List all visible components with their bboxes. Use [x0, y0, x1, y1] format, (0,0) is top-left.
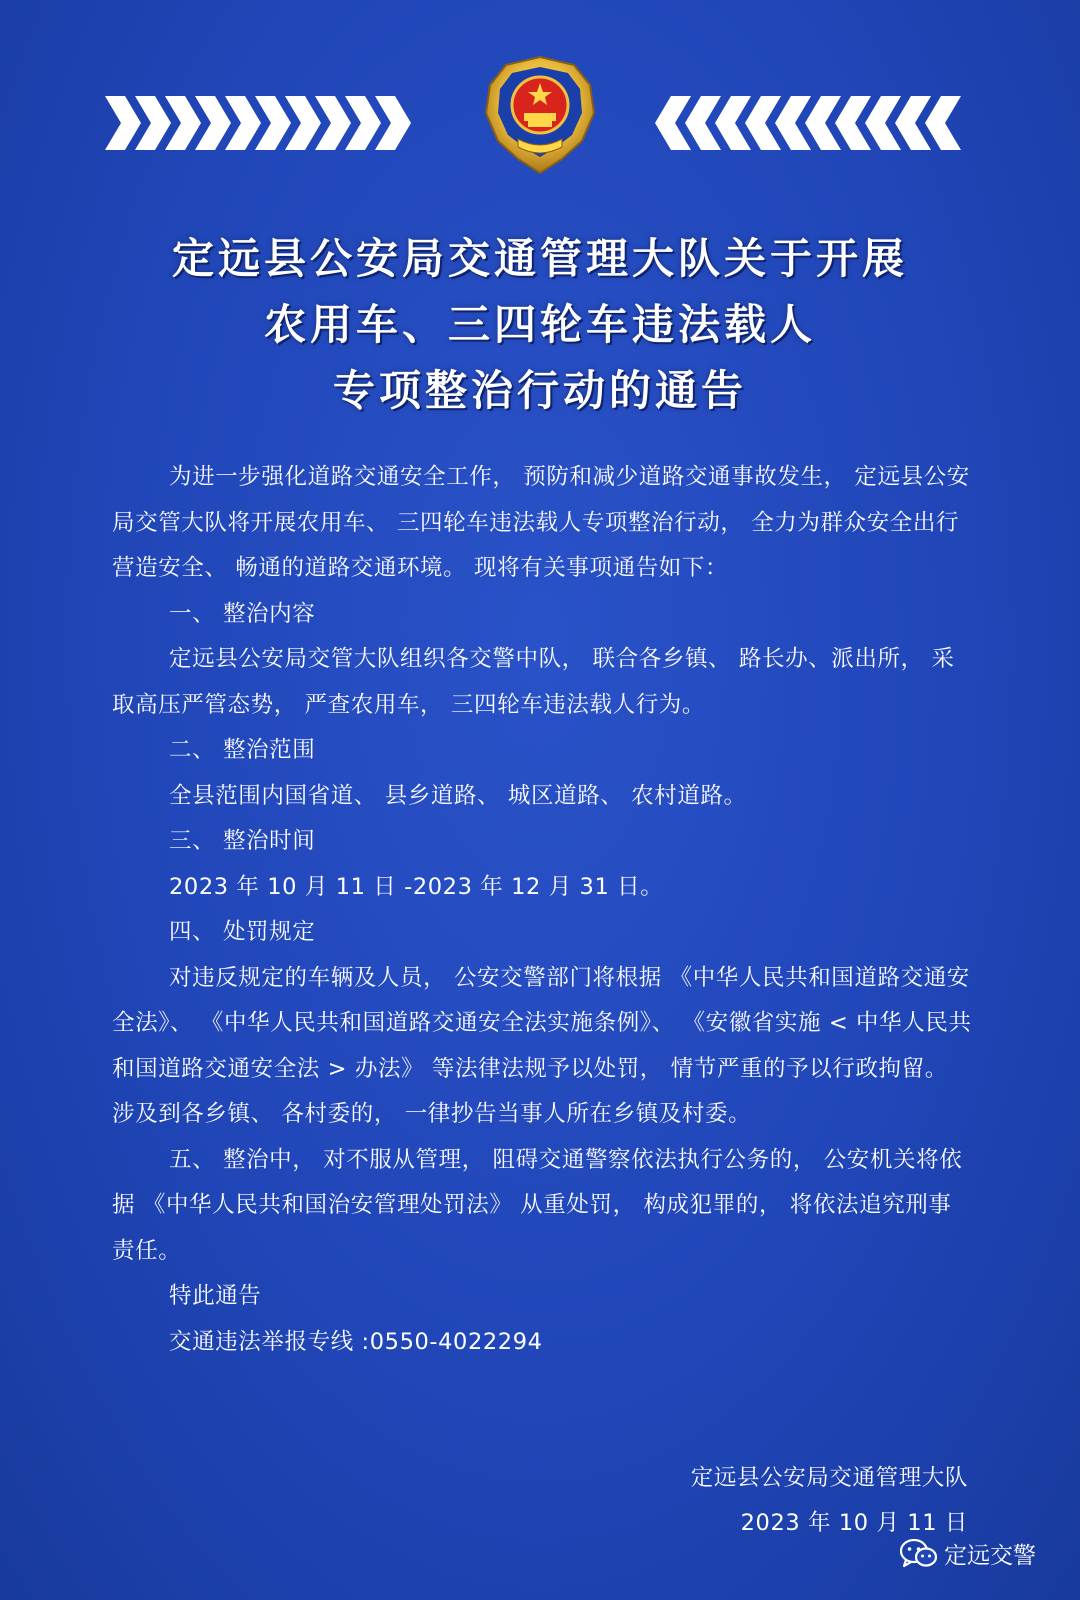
intro-paragraph: 为进一步强化道路交通安全工作， 预防和减少道路交通事故发生， 定远县公安局交管大队将开展农用车、 三四轮车违法载人专项整治行动， 全力为群众安全出行营造安全、 畅通的道路交通环境。 现将有关事项通告如下： — [112, 464, 970, 581]
account-watermark — [900, 1537, 1036, 1570]
section-heading-content: 一、 整治内容 — [169, 600, 316, 627]
section-text-obstruction: 五、 整治中， 对不服从管理， 阻碍交通警察依法执行公务的， 公安机关将依据 《中华人民共和国治安管理处罚法》 从重处罚， 构成犯罪的， 将依法追究刑事责任。 — [112, 1146, 963, 1264]
title-line-3: 专项整治行动的通告 — [332, 366, 747, 415]
title-line-1: 定远县公安局交通管理大队关于开展 — [171, 234, 908, 283]
section-heading-scope: 二、 整治范围 — [169, 737, 316, 763]
watermark-text: 定远交警 — [944, 1543, 1036, 1569]
chevron-stripes-right-icon — [645, 96, 961, 150]
section-text-scope: 全县范围内国省道、 县乡道路、 城区道路、 农村道路。 — [169, 782, 747, 809]
hotline-text: 交通违法举报专线 :0550-4022294 — [169, 1328, 543, 1355]
wechat-icon — [900, 1538, 938, 1570]
police-emblem-icon — [478, 55, 602, 181]
section-text-time: 2023 年 10 月 11 日 -2023 年 12 月 31 日。 — [169, 873, 664, 900]
signature-date: 2023 年 10 月 11 日 — [740, 1510, 968, 1536]
section-text-penalty: 对违反规定的车辆及人员， 公安交警部门将根据 《中华人民共和国道路交通安全法》、 《中华人民共和国道路交通安全法实施条例》、 《安徽省实施 < 中华人民共和国道路交通安全法 > 办法》 等法律法规予以处罚， 情节严重的予以行政拘留。 涉及到各乡镇、 各村委的， 一律抄告当事人所在乡镇及村委。 — [112, 964, 972, 1127]
section-text-content: 定远县公安局交管大队组织各交警中队， 联合各乡镇、 路长办、派出所， 采取高压严管态势， 严查农用车， 三四轮车违法载人行为。 — [112, 646, 955, 718]
notice-body — [112, 455, 974, 1365]
chevron-stripes-left-icon — [105, 96, 421, 150]
signature-org: 定远县公安局交通管理大队 — [690, 1465, 968, 1491]
signature-block — [691, 1456, 968, 1546]
section-heading-penalty: 四、 处罚规定 — [169, 919, 316, 945]
title-line-2: 农用车、三四轮车违法载人 — [263, 300, 816, 349]
notice-closing: 特此通告 — [169, 1283, 262, 1309]
header-banner — [0, 55, 1080, 185]
section-heading-time: 三、 整治时间 — [169, 828, 316, 854]
notice-title — [0, 226, 1080, 424]
